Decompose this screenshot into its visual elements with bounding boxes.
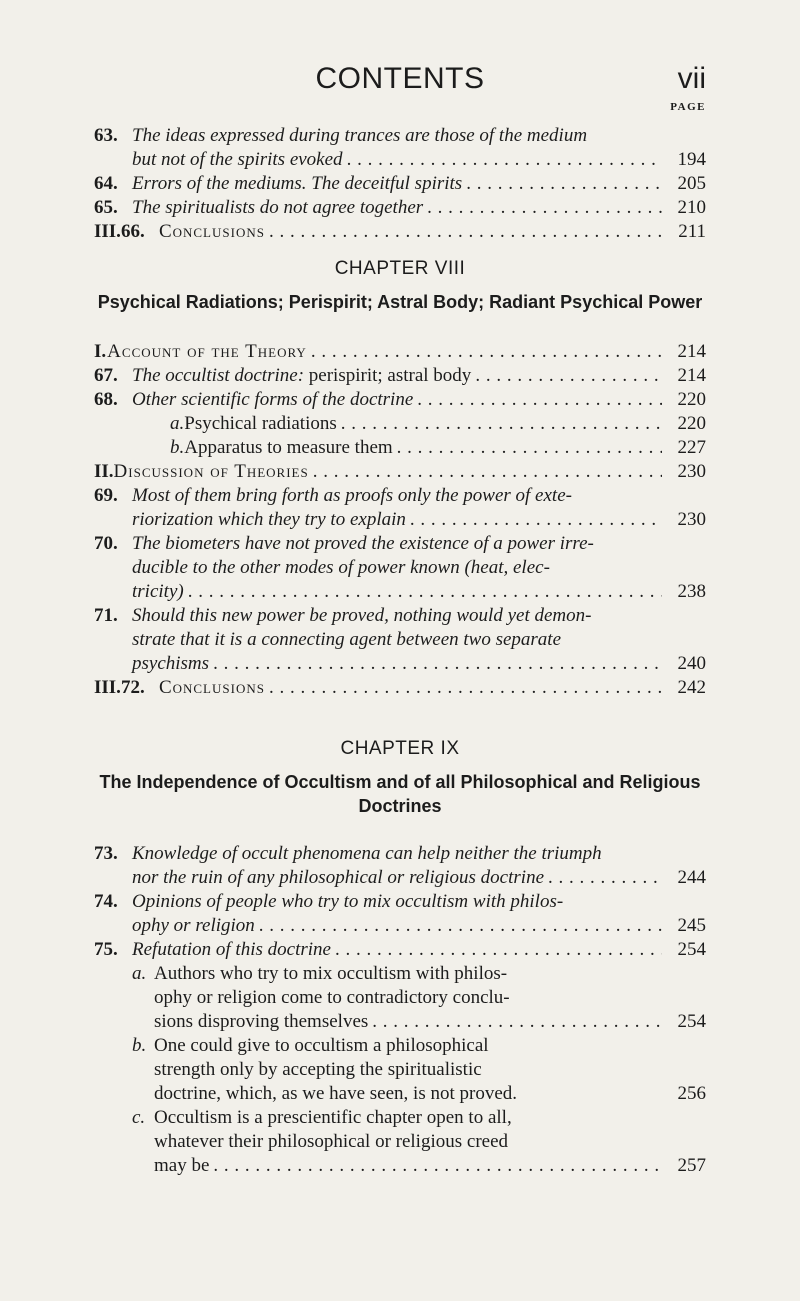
- subentry-letter: c.: [132, 1107, 146, 1128]
- entry-number: 74.: [94, 891, 118, 912]
- entry-number: 71.: [94, 605, 118, 626]
- entry-page: 238: [677, 581, 706, 602]
- entry-text: Psychical radiations: [184, 413, 337, 434]
- entry-text-cont: strate that it is a connecting agent between two separate: [132, 629, 562, 650]
- entry-page: 214: [677, 341, 706, 362]
- toc-entry-66: [94, 220, 706, 244]
- toc-entry-69: [94, 484, 706, 532]
- entry-number: 65.: [94, 197, 118, 218]
- toc-section-II: [94, 460, 706, 484]
- toc-block-chapter7-end: [94, 124, 706, 244]
- entry-page: 194: [677, 149, 706, 170]
- leader-dots: [548, 866, 662, 890]
- entry-text: Authors who try to mix occultism with philos-: [154, 963, 508, 984]
- entry-text: Refutation of this doctrine: [132, 939, 331, 960]
- toc-subentry-68b: [94, 436, 706, 460]
- entry-page: 242: [677, 677, 706, 698]
- entry-page: 220: [677, 389, 706, 410]
- entry-number: 66.: [120, 221, 145, 242]
- entry-page: 214: [677, 365, 706, 386]
- leader-dots: [259, 914, 662, 938]
- toc-subentry-75a: [94, 962, 706, 1034]
- leader-dots: [341, 412, 662, 436]
- leader-dots: [372, 1010, 662, 1034]
- entry-number: 68.: [94, 389, 118, 410]
- section-roman: III.: [94, 677, 121, 698]
- toc-entry-70: [94, 532, 706, 604]
- leader-dots: [347, 148, 662, 172]
- leader-dots: [335, 938, 662, 962]
- toc-entry-74: [94, 890, 706, 938]
- chapter-title-cont: Doctrines: [358, 796, 442, 816]
- entry-number: 63.: [94, 125, 118, 146]
- entry-text: Apparatus to measure them: [184, 437, 393, 458]
- entry-text: Other scientific forms of the doctrine: [132, 389, 414, 410]
- entry-text-cont: nor the ruin of any philosophical or religious doctrine: [132, 867, 544, 888]
- entry-text: One could give to occultism a philosophical: [154, 1035, 489, 1056]
- toc-block-chapter9: [94, 842, 706, 1178]
- toc-subentry-75c: [94, 1106, 706, 1178]
- entry-text-italic: The occultist doctrine:: [132, 365, 305, 386]
- entry-text-cont: ophy or religion come to contradictory conclu-: [154, 987, 510, 1008]
- page-folio: vii: [677, 62, 706, 95]
- entry-text-cont: whatever their philosophical or religious creed: [154, 1131, 509, 1152]
- entry-text: Occultism is a prescientific chapter open to all,: [154, 1107, 512, 1128]
- leader-dots: [269, 676, 662, 700]
- leader-dots: [397, 436, 662, 460]
- entry-text: Should this new power be proved, nothing would yet demon-: [132, 605, 592, 626]
- entry-page: 240: [677, 653, 706, 674]
- toc-entry-73: [94, 842, 706, 890]
- entry-text-cont: ducible to the other modes of power known (heat, elec-: [132, 557, 550, 578]
- section-title: Discussion of Theories: [113, 461, 309, 482]
- entry-number: 64.: [94, 173, 118, 194]
- entry-page: 230: [677, 509, 706, 530]
- leader-dots: [475, 364, 662, 388]
- toc-section-I: [94, 340, 706, 364]
- entry-page: 227: [677, 437, 706, 458]
- toc-entry-63: [94, 124, 706, 172]
- entry-text-cont: riorization which they try to explain: [132, 509, 406, 530]
- toc-entry-64: [94, 172, 706, 196]
- toc-entry-68: [94, 388, 706, 412]
- entry-text: Conclusions: [158, 221, 265, 242]
- entry-text-cont: but not of the spirits evoked: [132, 149, 343, 170]
- entry-page: 256: [677, 1083, 706, 1104]
- toc-block-chapter8: [94, 340, 706, 700]
- entry-page: 210: [677, 197, 706, 218]
- entry-page: 205: [677, 173, 706, 194]
- entry-text-cont: sions disproving themselves: [154, 1011, 369, 1032]
- subentry-letter: a.: [170, 413, 185, 434]
- entry-page: 245: [677, 915, 706, 936]
- entry-number: 75.: [94, 939, 118, 960]
- chapter-title: Psychical Radiations; Perispirit; Astral Body; Radiant Psychical Power: [97, 292, 703, 312]
- entry-text-cont: tricity): [132, 581, 184, 602]
- section-roman: II.: [94, 461, 114, 482]
- entry-page: 230: [677, 461, 706, 482]
- subentry-letter: a.: [132, 963, 147, 984]
- chapter-number: CHAPTER VIII: [334, 258, 466, 279]
- entry-number: 69.: [94, 485, 118, 506]
- leader-dots: [213, 1154, 662, 1178]
- running-head: [94, 62, 706, 102]
- entry-text-cont: may be: [154, 1155, 210, 1176]
- entry-text-cont: ophy or religion: [132, 915, 255, 936]
- chapter-title: The Independence of Occultism and of all Philosophical and Religious: [99, 772, 701, 792]
- toc-entry-67: [94, 364, 706, 388]
- entry-text: [132, 364, 471, 388]
- leader-dots: [213, 652, 662, 676]
- entry-page: 254: [677, 1011, 706, 1032]
- page-title: CONTENTS: [315, 62, 485, 95]
- leader-dots: [466, 172, 662, 196]
- entry-text-cont: strength only by accepting the spiritualistic: [154, 1059, 482, 1080]
- entry-text-cont: psychisms: [132, 653, 210, 674]
- entry-page: 220: [677, 413, 706, 434]
- entry-text: The spiritualists do not agree together: [132, 197, 424, 218]
- leader-dots: [417, 388, 662, 412]
- leader-dots: [313, 460, 662, 484]
- entry-text-plain: perispirit; astral body: [304, 365, 472, 386]
- subentry-letter: b.: [132, 1035, 147, 1056]
- toc-entry-75: [94, 938, 706, 962]
- entry-number: 72.: [120, 677, 145, 698]
- entry-text: The ideas expressed during trances are those of the medium: [132, 125, 588, 146]
- section-roman: I.: [94, 341, 107, 362]
- chapter-9-heading: [94, 738, 706, 818]
- leader-dots: [427, 196, 662, 220]
- chapter-number: CHAPTER IX: [340, 738, 460, 759]
- entry-page: 211: [678, 221, 706, 242]
- entry-page: 254: [677, 939, 706, 960]
- entry-page: 257: [677, 1155, 706, 1176]
- toc-subentry-68a: [94, 412, 706, 436]
- section-title: Account of the Theory: [107, 341, 307, 362]
- chapter-8-heading: [94, 258, 706, 314]
- toc-entry-65: [94, 196, 706, 220]
- entry-number: 70.: [94, 533, 118, 554]
- toc-entry-71: [94, 604, 706, 676]
- entry-number: 73.: [94, 843, 118, 864]
- entry-text: Most of them bring forth as proofs only the power of exte-: [132, 485, 572, 506]
- entry-text: Opinions of people who try to mix occultism with philos-: [132, 891, 564, 912]
- entry-text: Knowledge of occult phenomena can help neither the triumph: [132, 843, 602, 864]
- subentry-letter: b.: [170, 437, 185, 458]
- entry-text: The biometers have not proved the existence of a power irre-: [132, 533, 594, 554]
- entry-text: Errors of the mediums. The deceitful spirits: [132, 173, 463, 194]
- leader-dots: [311, 340, 662, 364]
- leader-dots: [410, 508, 662, 532]
- entry-number: 67.: [94, 365, 118, 386]
- entry-text-cont: doctrine, which, as we have seen, is not proved.: [154, 1083, 518, 1104]
- section-roman: III.: [94, 221, 121, 242]
- leader-dots: [188, 580, 662, 604]
- page-column-label: PAGE: [670, 101, 706, 113]
- toc-subentry-75b: [94, 1034, 706, 1106]
- leader-dots: [269, 220, 662, 244]
- entry-text: Conclusions: [158, 677, 265, 698]
- toc-entry-72: [94, 676, 706, 700]
- entry-page: 244: [677, 867, 706, 888]
